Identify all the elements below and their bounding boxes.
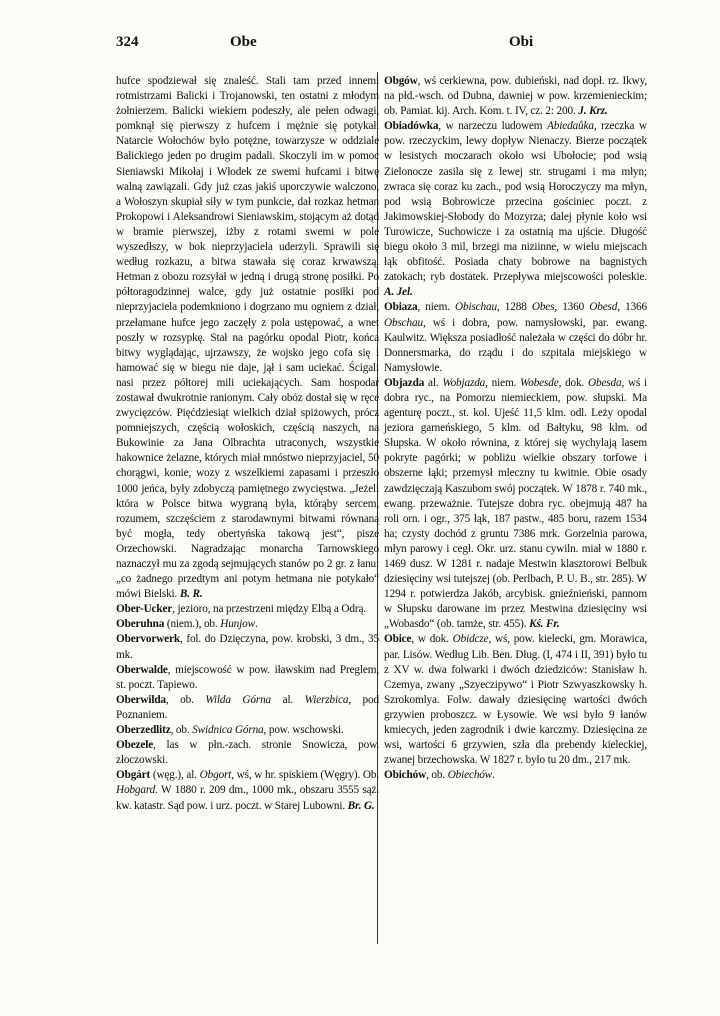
entry-signature: B. R. <box>179 588 203 601</box>
entry-text: al. <box>271 693 305 706</box>
entry-text: , las w płn.-zach. stronie Snowicza, pow. złoczowski. <box>116 739 379 767</box>
entry-signature: J. Krz. <box>578 105 608 118</box>
dictionary-entry <box>384 768 647 783</box>
entry-tail: , wś i dobra ryc., na Pomorzu niemieckiem, pow. słupski. Ma agenturę poczt., st. kol. Ujeść 11,5 klm. odl. Leży opodal jeziora garneńskiego, 5 klm. od Bałtyku, 98 klm. od Słupska. W około równina, z której się wychylają lasem pokryte pagórki; w pobliżu wielkie obszary torfowe i obszerne łąki; przemysł mleczny tu kwitnie. Obie osady zawdzięczają Kaszubom swój początek. W 1878 r. 740 mk., ewang. przeważnie. Tutejsze dobra ryc. obejmują 487 ha roli orn. i ogr., 375 łąk, 187 pastw., 485 boru, razem 1534 ha; czysty dochód z gruntu 7386 mrk. Gorzelnia parowa, młyn parowy i cegł. Okr. urz. stanu cywiln. miał w 1880 r. 1469 dusz. W 1281 r. nadaje Mestwin klasztorowi Belbuk dziesięciny wsi tutejszej (ob. Perlbach, P. U. B., str. 285). W 1294 r. potwierdza Jakób, arcybisk. gnieźnieński, pannom w Słupsku darowane im przez Mestwina dziesięciny wsi „Wobasdo“ (ob. tamże, str. 455). <box>384 376 647 631</box>
entry-headword: Objazda <box>384 376 425 389</box>
dictionary-entry <box>116 738 379 768</box>
entry-italic: Obesd <box>589 301 618 314</box>
entry-text: , ob. <box>165 693 206 706</box>
entry-headword: Ober-Ucker <box>116 603 173 616</box>
entry-tail: . W 1880 r. 209 dm., 1000 mk., obszaru 3555 sąż. kw. katastr. Sąd pow. i urz. poczt. w Starej Lubowni. <box>116 784 379 812</box>
entry-tail: , pow. wschowski. <box>263 724 344 737</box>
dictionary-entry <box>116 693 379 723</box>
right-column <box>384 74 647 783</box>
entry-headword: Obiadówka <box>384 120 439 133</box>
entry-text: , w dok. <box>411 633 453 646</box>
entry-headword: Oberuhna <box>116 618 165 631</box>
dictionary-entry <box>384 632 647 768</box>
entry-tail: , wś, pow. kielecki, gm. Morawica, par. Lisów. Według Lib. Ben. Dług. (I, 474 i II, 391) było tu z XV w. dwa folwarki i dwóch dziedziców: Stanisław h. Czemya, zwany „Szyeczipywo“ i Piotr Szwyaszkowsky h. Szrokomlya. Folw. dawały dziesięcinę wartości dwóch grzywien proboszcz. w Łysowie. We wsi było 9 łanów kmiecych, jeden zagrodnik i dwie karczmy. Dziesięcina ze wsi, wartości 6 grzywien, szła dla prebendy kieleckiej, zwanej brzechowska. W 1827 r. było tu 20 dm., 217 mk. <box>384 633 647 767</box>
entry-text: , ob. <box>426 769 448 782</box>
dictionary-entry <box>384 119 647 300</box>
entry-text: , niem. <box>485 376 521 389</box>
entry-signature: Br. G. <box>347 799 375 812</box>
dictionary-entry <box>116 617 379 632</box>
left-column <box>116 74 379 814</box>
entry-italic: Wobesde <box>520 376 559 389</box>
entry-italic: Abiedaůka <box>547 120 594 133</box>
dictionary-entry <box>384 376 647 633</box>
left-running-head: Obe <box>230 34 257 50</box>
entry-headword: Oberwilda <box>116 693 166 706</box>
entry-headword: Obice <box>384 633 412 646</box>
entry-italic: Swidnica Górna <box>192 724 264 737</box>
dictionary-entry <box>384 300 647 375</box>
entry-headword: Obgárt <box>116 769 151 782</box>
entry-headword: Oberwalde <box>116 663 168 676</box>
dictionary-entry <box>116 632 379 662</box>
entry-signature: Kś. Fr. <box>529 618 560 631</box>
continuation-paragraph <box>116 74 379 602</box>
entry-italic: Wobjazda <box>442 376 486 389</box>
entry-text: , niem. <box>417 301 456 314</box>
entry-signature: A. Jel. <box>384 286 413 299</box>
entry-italic: Obidcze <box>452 633 489 646</box>
entry-italic: Obschau <box>384 316 423 329</box>
entry-text: (węg.), al. <box>150 769 200 782</box>
dictionary-entry <box>116 602 379 617</box>
entry-italic: Wilda Górna <box>205 693 272 706</box>
entry-headword: Obichów <box>384 769 427 782</box>
continuation-text: hufce spodziewał się znaleść. Stali tam przed innemi rotmistrzami Balicki i Trojanowski, ten ostatni z młodym żołnierzem. Balicki wiekiem podeszły, ale pełen odwagi, pomknął się pierwszy z hufcem i mężnie się potykał. Natarcie Wołochów było potężne, towarzysze w oddziale Balickiego jeden po drugim padali. Skoczyli im w pomoc Sieniawski Mikołaj i Włodek ze swemi hufcami i bitwę walną zawiązali. Gdy już czas jakiś uporczywie walczono, a Wołoszyn skupiał siły w tym punkcie, dał rozkaz hetman Prokopowi i Aleksandrowi Sieniawskim, stojącym aż dotąd w bramie pierwszej, iżby z rotami swemi w pole wyszedłszy, w bok nieprzyjaciela uderzyli. Sprawili się według rozkazu, a bitwa stawała się coraz krwawszą. Hetman z obozu rozsyłał w jedną i drugą stronę posiłki. Po półtoragodzinnej walce, gdy już ostatnie posiłki pod nieprzyjaciela podemkniono i dogrzano mu ogniem z dział, przełamane hufce jego zaczęły z pola ustępować, a wnet poszły w rozsypkę. Stał na pagórku opodal Piotr, końca bitwy wyglądając, ujrzawszy, że wojsko jego cofa się i hamować się w biegu nie daje, jął i sam uciekać. Ścigali nasi przez półtorej mili uciekających. Sam hospodar zostawał dwukrotnie ranionym. Cały obóz dostał się w ręce zwycięzców. Pięćdziesiąt wielkich dział spiżowych, prócz pomniejszych, częścią wołoskich, częścią naszych, na Bukowinie za Jana Olbrachta utraconych, wszystkie hakownice żelazne, których miał mnóstwo nieprzyjaciel, 50 chorągwi, konie, wozy z wszelkiemi zapasami i przeszło 1000 jeńca, były zdobyczą pamiętnego zwycięstwa. „Jeżeli która w Polsce bitwa wygraną była, którąby sercem, rozumem, szczęściem z starodawnymi bitwami równaną być mogła, tedy obertyńska takową jest“, pisze Orzechowski. Nagradzając monarcha Tarnowskiego naznaczył mu za zgodą sejmujących stanów po 2 gr. z łanu: „co żadnego przedtym ani potym hetmana nie potykało“ mówi Bielski. <box>116 75 379 601</box>
entry-tail: . <box>492 769 495 782</box>
entry-tail: , rzeczka w pow. rzeczyckim, lewy dopływ Nienaczy. Bierze początek w lesistych moczarach około wsi Ubołocie; pod wsią Zielonocze zasila się z lewej str. strugami i ma młyn; zwraca się coraz ku zach., pod wsią Horoczyczy ma młyn, pod wsią Bobrowicze przecina gościniec poczt. z Jakimowskiej-Słobody do Mozyrza; dalej płynie koło wsi Turowicze, Suchowicze i za ostatnią ma ujście. Długość biegu około 3 mil, brzegi ma niziinne, w wielu miejscach łąk obfitość. Posiada chaty bobrowe na bagnistych zatokach; ryb dostatek. Przepływa miejscowości poleskie. <box>384 120 647 284</box>
entry-text: , 1288 <box>496 301 532 314</box>
entry-text: , 1360 <box>554 301 590 314</box>
entry-text: , wś cerkiewna, pow. dubieński, nad dopł. rz. Ikwy, na płd.-wsch. od Dubna, dawniej w pow. krzemienieckim; ob. Pamiat. kij. Arch. Kom. t. IV, cz. 2: 200. <box>384 75 647 118</box>
page-number: 324 <box>116 34 139 50</box>
entry-italic: Obesda <box>588 376 622 389</box>
right-running-head: Obi <box>509 34 534 50</box>
entry-headword: Obiaza <box>384 301 418 314</box>
entry-italic: Obes <box>531 301 555 314</box>
entry-text: , ob. <box>170 724 193 737</box>
entry-text: , 1366 <box>617 301 647 314</box>
entry-italic: Obgort <box>199 769 232 782</box>
entry-text: , miejscowość w pow. iławskim nad Preglem, st. poczt. Tapiewo. <box>116 663 379 691</box>
entry-italic: Obischau <box>455 301 497 314</box>
entry-text: , wś, w hr. spiskiem (Węgry). Ob. <box>231 769 380 782</box>
dictionary-entry <box>116 663 379 693</box>
entry-text: al. <box>424 376 443 389</box>
entry-tail: . <box>254 618 258 631</box>
dictionary-entry <box>384 74 647 119</box>
entry-text: , jezioro, na przestrzeni między Elbą a Odrą. <box>172 603 366 616</box>
entry-text: , w narzeczu ludowem <box>438 120 548 133</box>
entry-italic: Wierzbica <box>304 693 349 706</box>
dictionary-entry <box>116 723 379 738</box>
entry-headword: Obezele <box>116 739 154 752</box>
entry-italic: Obiechów <box>447 769 493 782</box>
entry-text: (niem.), ob. <box>164 618 221 631</box>
entry-text: , fol. do Dzięczyna, pow. krobski, 3 dm., 35 mk. <box>116 633 379 661</box>
entry-headword: Obgów <box>384 75 418 87</box>
running-header <box>0 34 720 56</box>
dictionary-entry <box>116 768 379 813</box>
entry-italic: Hobgard <box>116 784 156 797</box>
entry-tail: , wś i dobra, pow. namysłowski, par. ewang. Kaulwitz. Większa posiadłość należała w części do dóbr hr. Donnersmarka, do rządu i do szpitala miejskiego w Namysłowie. <box>384 316 647 374</box>
entry-italic: Hunjow <box>220 618 255 631</box>
entry-headword: Oberzedlitz <box>116 724 171 737</box>
entry-tail: , pod Poznaniem. <box>116 693 379 721</box>
entry-headword: Obervorwerk <box>116 633 180 646</box>
entry-text: , dok. <box>558 376 588 389</box>
